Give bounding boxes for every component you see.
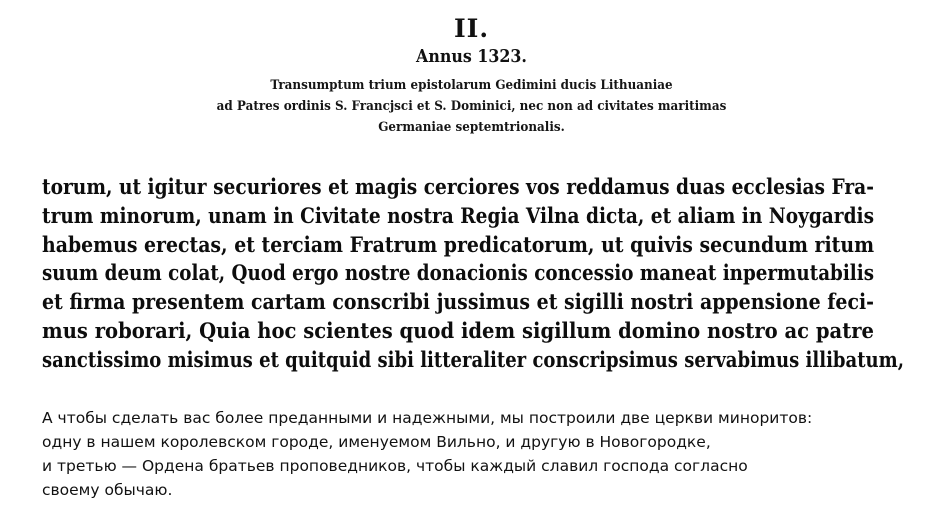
translation-line: А чтобы сделать вас более преданными и надежными, мы построили две церкви миноритов: [42,409,813,427]
document-number: II. [453,14,490,43]
caption-line: Germaniae septemtrionalis. [378,120,565,135]
translation-line: своему обычаю. [42,481,173,499]
translation-line: и третью — Ордена братьев проповедников, чтобы каждый славил господа согласно [42,457,748,475]
latin-text-line: habemus erectas, et terciam Fratrum predicatorum, ut quivis secundum ritum [42,232,875,257]
latin-text-line: mus roborari, Quia hoc scientes quod idem sigillum domino nostro ac patre [42,318,874,343]
caption-line: ad Patres ordinis S. Francjsci et S. Dominici, nec non ad civitates maritimas [216,99,727,114]
translation-line: одну в нашем королевском городе, именуемом Вильно, и другую в Новогородке, [42,433,711,451]
latin-text-line: et firma presentem cartam conscribi jussimus et sigilli nostri appensione feci- [42,289,875,314]
year-heading: Annus 1323. [416,46,527,67]
russian-translation [42,406,932,502]
caption-line: Transumptum trium epistolarum Gedimini ducis Lithuaniae [270,78,673,93]
latin-text-line: sanctissimo misimus et quitquid sibi litteraliter conscripsimus servabimus illibatum, [42,347,904,372]
latin-text-line: trum minorum, unam in Civitate nostra Regia Vilna dicta, et aliam in Noygardis [42,203,875,228]
latin-text-line: suum deum colat, Quod ergo nostre donacionis concessio maneat inpermutabilis [42,260,875,285]
latin-text-line: torum, ut igitur securiores et magis cerciores vos reddamus duas ecclesias Fra- [42,174,874,199]
